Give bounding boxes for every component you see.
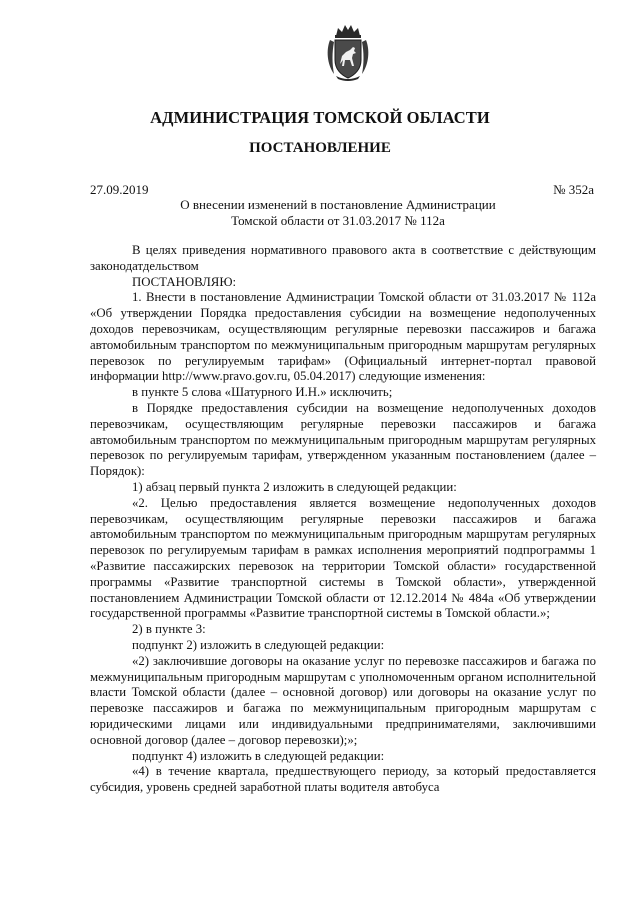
subject-line-1: О внесении изменений в постановление Администрации — [180, 197, 496, 212]
paragraph-preamble: В целях приведения нормативного правового акта в соответствие с действующим законодатдельством — [90, 243, 596, 273]
paragraph-procedure: в Порядке предоставления субсидии на возмещение недополученных доходов перевозчикам, осуществляющим регулярные перевозки пассажиров и багажа автомобильным транспортом по межмуниципальным пригородным маршрутам регулярных перевозок по регулируемым тарифам, утвержденном указанным постановлением (далее – Порядок): — [90, 400, 596, 479]
document-subject — [150, 197, 526, 229]
document-type-title: ПОСТАНОВЛЕНИЕ — [249, 140, 391, 156]
paragraph-subitem-1: 1) абзац первый пункта 2 изложить в следующей редакции: — [132, 479, 457, 494]
subject-line-2: Томской области от 31.03.2017 № 112а — [231, 213, 445, 228]
paragraph-quote-clause-2: «2. Целью предоставления является возмещение недополученных доходов перевозчикам, осуществляющим регулярные перевозки пассажиров и багажа автомобильным транспортом по межмуниципальным пригородным маршрутам регулярных перевозок по регулируемым тарифам в рамках исполнения мероприятий подпрограммы 1 «Развитие пассажирских перевозок на территории Томской области» государственной программы «Развитие транспортной системы в Томской области», утвержденной постановлением Администрации Томской области от 12.12.2014 № 484а «Об утверждении государственной программы «Развитие транспортной системы в Томской области.»; — [90, 495, 596, 621]
paragraph-item-1-clause-5: в пункте 5 слова «Шатурного И.Н.» исключить; — [132, 385, 393, 400]
paragraph-item-1: 1. Внести в постановление Администрации Томской области от 31.03.2017 № 112а «Об утверждении Порядка предоставления субсидии на возмещение недополученных доходов перевозчикам, осуществляющим регулярные перевозки пассажиров и багажа автомобильным транспортом по межмуниципальным пригородным маршрутам регулярных перевозок по регулируемым тарифам» (Официальный интернет-портал правовой информации http://www.pravo.gov.ru, 05.04.2017) следующие изменения: — [90, 290, 596, 384]
paragraph-quote-subpoint-4: «4) в течение квартала, предшествующего периоду, за который предоставляется субсидия, уровень средней заработной платы водителя автобуса — [90, 764, 596, 795]
paragraph-subpoint-4: подпункт 4) изложить в следующей редакции: — [132, 748, 385, 763]
organization-title: АДМИНИСТРАЦИЯ ТОМСКОЙ ОБЛАСТИ — [150, 108, 490, 127]
document-number: № 352а — [553, 182, 594, 197]
document-date: 27.09.2019 — [90, 182, 149, 197]
paragraph-resolve: ПОСТАНОВЛЯЮ: — [132, 274, 237, 289]
tomsk-coat-of-arms-icon — [324, 22, 372, 82]
document-body — [90, 243, 596, 796]
paragraph-subitem-2: 2) в пункте 3: — [132, 622, 206, 637]
paragraph-quote-subpoint-2: «2) заключившие договоры на оказание услуг по перевозке пассажиров и багажа по межмуниципальным пригородным маршрутам с уполномоченным органом исполнительной власти Томской области (далее – основной договор) или договоры на оказание услуг по перевозке пассажиров и багажа по межмуниципальным пригородным маршрутам с юридическими лицами или индивидуальными предпринимателями, заключившими основной договор (далее – договор перевозки);»; — [90, 653, 596, 747]
paragraph-subpoint-2: подпункт 2) изложить в следующей редакции: — [132, 637, 385, 652]
